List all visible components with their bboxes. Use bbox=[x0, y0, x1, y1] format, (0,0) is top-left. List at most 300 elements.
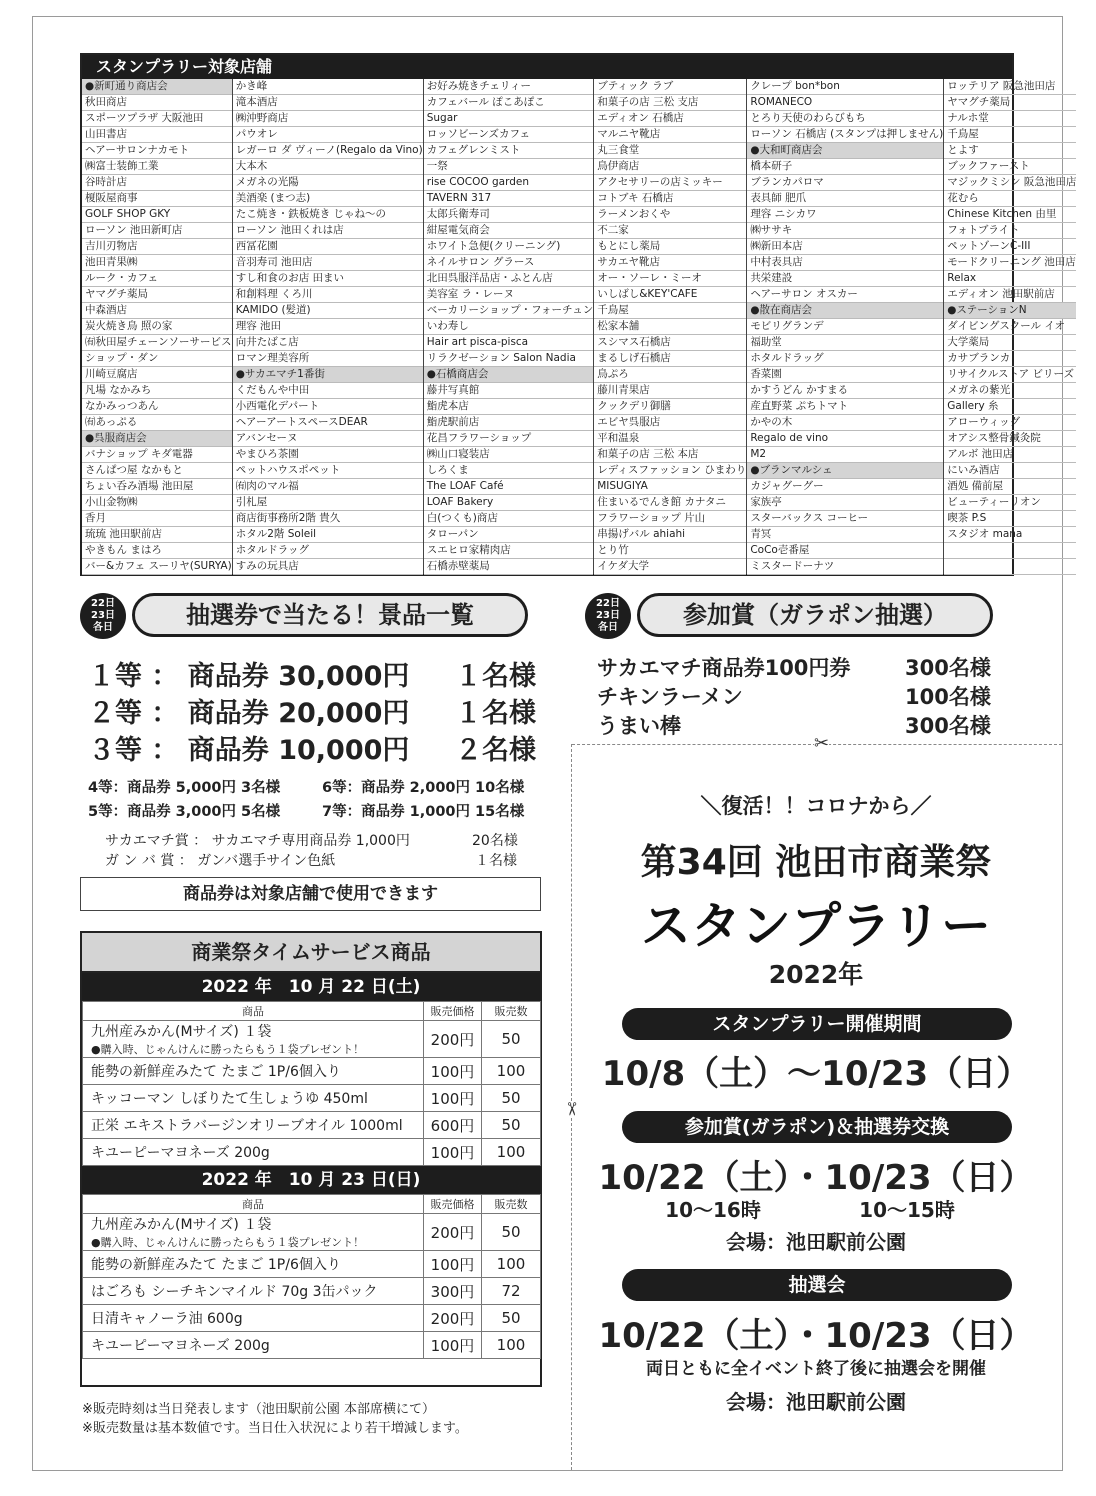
store-name: 吉川刃物店 bbox=[82, 239, 232, 255]
col-header-price: 販売価格 bbox=[424, 1002, 482, 1021]
store-name: レガーロ ダ ヴィーノ(Regalo da Vino) bbox=[233, 143, 423, 159]
store-list-table bbox=[80, 53, 1077, 576]
store-name: 石橋赤壁薬局 bbox=[424, 559, 594, 575]
store-name: ローソン 石橋店 (スタンプは押しません) bbox=[747, 127, 943, 143]
prize-5: 5等：商品券 3,000円 5名様 bbox=[88, 804, 281, 820]
footnote-2: ※販売数量は基本数値です。当日仕入状況により若干増減します。 bbox=[82, 1421, 468, 1436]
store-name: 炭火焼き鳥 照の家 bbox=[82, 319, 232, 335]
price-cell: 100円 bbox=[424, 1085, 482, 1112]
store-name: 鳥伊商店 bbox=[594, 159, 746, 175]
participation-day-badge bbox=[585, 593, 631, 639]
store-name: 不二家 bbox=[594, 223, 746, 239]
store-name: いしばし&KEY'CAFE bbox=[594, 287, 746, 303]
scissors-icon: ✂ bbox=[814, 733, 830, 754]
store-name: やまひろ茶園 bbox=[233, 447, 423, 463]
col-header-product: 商品 bbox=[83, 1195, 424, 1214]
store-name: かすうどん かすまる bbox=[747, 383, 943, 399]
store-name: 和菓子の店 三松 支店 bbox=[594, 95, 746, 111]
store-name: オー・ソーレ・ミーオ bbox=[594, 271, 746, 287]
store-name: バナショップ キダ電器 bbox=[82, 447, 232, 463]
store-name: すし和食のお店 田まい bbox=[233, 271, 423, 287]
product-cell: 能勢の新鮮産みたて たまご 1P/6個入り bbox=[83, 1251, 424, 1278]
product-cell: キッコーマン しぼりたて生しょうゆ 450ml bbox=[83, 1085, 424, 1112]
price-cell: 100円 bbox=[424, 1332, 482, 1359]
store-name: オアシス整骨鍼灸院 bbox=[944, 431, 1076, 447]
time-service-title: 商業祭タイムサービス商品 bbox=[82, 933, 540, 973]
store-name: とろり天使のわらびもち bbox=[747, 111, 943, 127]
store-name: パウオレ bbox=[233, 127, 423, 143]
store-name: 滝本酒店 bbox=[233, 95, 423, 111]
store-name: さんぱつ屋 なかもと bbox=[82, 463, 232, 479]
store-name: レディスファッション ひまわり bbox=[594, 463, 746, 479]
store-name: ネイルサロン グラース bbox=[424, 255, 594, 271]
prize-3-count: ２名様 bbox=[455, 735, 536, 766]
store-name: 紺屋電気商会 bbox=[424, 223, 594, 239]
store-group-header: ●ステーションN bbox=[944, 303, 1076, 319]
store-name: 福助堂 bbox=[747, 335, 943, 351]
store-name: ㈱ササキ bbox=[747, 223, 943, 239]
store-name: 共栄建設 bbox=[747, 271, 943, 287]
store-name: 橋本研子 bbox=[747, 159, 943, 175]
store-name: 谷時計店 bbox=[82, 175, 232, 191]
store-name: エビヤ呉服店 bbox=[594, 415, 746, 431]
store-name: rise COCOO garden bbox=[424, 175, 594, 191]
store-name: スシマス石橋店 bbox=[594, 335, 746, 351]
store-name: ブティック ラブ bbox=[594, 79, 746, 95]
store-name: Hair art pisca-pisca bbox=[424, 335, 594, 351]
store-name: 和創料理 くろ川 bbox=[233, 287, 423, 303]
qty-cell: 50 bbox=[482, 1085, 541, 1112]
participation-title: 参加賞（ガラポン抽選） bbox=[637, 593, 993, 637]
flyer-title-1: 第34回 池田市商業祭 bbox=[640, 842, 992, 883]
store-name: ㈱富士装飾工業 bbox=[82, 159, 232, 175]
table-row bbox=[83, 1139, 541, 1166]
store-name: 和菓子の店 三松 本店 bbox=[594, 447, 746, 463]
store-name: ㈱新田本店 bbox=[747, 239, 943, 255]
qty-cell: 50 bbox=[482, 1112, 541, 1139]
price-cell: 100円 bbox=[424, 1139, 482, 1166]
store-name: ホタルドラッグ bbox=[747, 351, 943, 367]
store-name: 平和温泉 bbox=[594, 431, 746, 447]
store-group-header: ●散在商店会 bbox=[747, 303, 943, 319]
store-name: Chinese Kitchen 由里 bbox=[944, 207, 1076, 223]
table-row bbox=[83, 1332, 541, 1359]
store-name: 凡場 なかみち bbox=[82, 383, 232, 399]
exchange-time-1: 10～16時 bbox=[665, 1198, 761, 1222]
store-name: ロマン理美容所 bbox=[233, 351, 423, 367]
store-name: フラワーショップ 片山 bbox=[594, 511, 746, 527]
store-name: 一祭 bbox=[424, 159, 594, 175]
store-name: バー&カフェ スーリヤ(SURYA) bbox=[82, 559, 232, 575]
price-cell: 600円 bbox=[424, 1112, 482, 1139]
gamba-prize-count: １名様 bbox=[475, 853, 517, 869]
store-name: スエヒロ家精肉店 bbox=[424, 543, 594, 559]
store-name: ヘアーサロン オスカー bbox=[747, 287, 943, 303]
store-name: メガネの紫光 bbox=[944, 383, 1076, 399]
store-column bbox=[944, 79, 1076, 574]
store-name: 理容 池田 bbox=[233, 319, 423, 335]
store-column bbox=[82, 79, 233, 574]
qty-cell: 100 bbox=[482, 1332, 541, 1359]
flyer-year: 2022年 bbox=[768, 960, 864, 989]
time-service-day-1 bbox=[82, 1001, 541, 1166]
store-name: 太郎兵衛寿司 bbox=[424, 207, 594, 223]
store-name: アルボ 池田店 bbox=[944, 447, 1076, 463]
store-name: LOAF Bakery bbox=[424, 495, 594, 511]
store-name: タローパン bbox=[424, 527, 594, 543]
prize-6: 6等：商品券 2,000円 10名様 bbox=[322, 780, 525, 796]
store-name: いわ寿し bbox=[424, 319, 594, 335]
store-name: マジックミシン 阪急池田店 bbox=[944, 175, 1076, 191]
footnote-1: ※販売時刻は当日発表します（池田駅前公園 本部席横にて） bbox=[82, 1402, 436, 1417]
product-name: 九州産みかん(Mサイズ) １袋 bbox=[91, 1024, 272, 1040]
store-name: 中村表具店 bbox=[747, 255, 943, 271]
store-name: 産直野菜 ぷちトマト bbox=[747, 399, 943, 415]
store-name: 理容 ニシカワ bbox=[747, 207, 943, 223]
store-name: ㈲肉のマル福 bbox=[233, 479, 423, 495]
store-name: 中森酒店 bbox=[82, 303, 232, 319]
store-name: しろくま bbox=[424, 463, 594, 479]
prize-1: １等 ： 商品券 30,000円 bbox=[88, 661, 410, 692]
store-name: 美容室 ラ・レーヌ bbox=[424, 287, 594, 303]
qty-cell: 100 bbox=[482, 1139, 541, 1166]
participation-heading bbox=[585, 593, 1005, 639]
col-header-product: 商品 bbox=[83, 1002, 424, 1021]
lottery-heading bbox=[80, 593, 542, 639]
prize-2: ２等 ： 商品券 20,000円 bbox=[88, 698, 410, 729]
product-cell bbox=[83, 1021, 424, 1058]
store-column bbox=[594, 79, 747, 574]
participation-count-2: 100名様 bbox=[905, 685, 991, 709]
store-name: Gallery 糸 bbox=[944, 399, 1076, 415]
store-name: 白(つくも)商店 bbox=[424, 511, 594, 527]
store-name: 山田書店 bbox=[82, 127, 232, 143]
store-name: 松家本舗 bbox=[594, 319, 746, 335]
prize-1-count: １名様 bbox=[455, 661, 536, 692]
store-name: Sugar bbox=[424, 111, 594, 127]
store-name: 鮨虎本店 bbox=[424, 399, 594, 415]
product-note: ●購入時、じゃんけんに勝ったらもう１袋プレゼント！ bbox=[91, 1043, 365, 1056]
store-name: 喫茶 P.S bbox=[944, 511, 1076, 527]
store-name: アローウィッグ bbox=[944, 415, 1076, 431]
participation-count-3: 300名様 bbox=[905, 714, 991, 738]
store-name: フォトブライト bbox=[944, 223, 1076, 239]
badge-line: 22日 bbox=[91, 598, 115, 609]
store-name: リサイクルストア ビリーズ bbox=[944, 367, 1076, 383]
table-row bbox=[83, 1021, 541, 1058]
store-group-header: ●ブランマルシェ bbox=[747, 463, 943, 479]
store-name: ナルホ堂 bbox=[944, 111, 1076, 127]
store-name: 藤井写真館 bbox=[424, 383, 594, 399]
prize-2-count: １名様 bbox=[455, 698, 536, 729]
table-row bbox=[83, 1278, 541, 1305]
qty-cell: 100 bbox=[482, 1251, 541, 1278]
store-name: ダイビングスクール イオ bbox=[944, 319, 1076, 335]
store-name: ヘアーアートスペースDEAR bbox=[233, 415, 423, 431]
gamba-prize: ガ ン バ 賞 ： ガンバ選手サイン色紙 bbox=[105, 853, 336, 869]
exchange-time-2: 10～15時 bbox=[859, 1198, 955, 1222]
period-dates: 10/8（土）～10/23（日） bbox=[601, 1054, 1031, 1094]
prize-4: 4等：商品券 5,000円 3名様 bbox=[88, 780, 281, 796]
price-cell: 300円 bbox=[424, 1278, 482, 1305]
store-name: クックデリ御膳 bbox=[594, 399, 746, 415]
store-name: サカエヤ靴店 bbox=[594, 255, 746, 271]
store-name: マルニヤ靴店 bbox=[594, 127, 746, 143]
store-name: GOLF SHOP GKY bbox=[82, 207, 232, 223]
store-name: モビリグランデ bbox=[747, 319, 943, 335]
draw-note: 両日ともに全イベント終了後に抽選会を開催 bbox=[646, 1359, 986, 1379]
store-name: M2 bbox=[747, 447, 943, 463]
store-name: 商店街事務所2階 貴久 bbox=[233, 511, 423, 527]
lottery-day-badge bbox=[80, 593, 126, 639]
store-name: ㈱沖野商店 bbox=[233, 111, 423, 127]
store-name: 香月 bbox=[82, 511, 232, 527]
store-name: お好み焼きチェリィー bbox=[424, 79, 594, 95]
period-label: スタンプラリー開催期間 bbox=[622, 1008, 1012, 1040]
store-name: ㈱山口寝装店 bbox=[424, 447, 594, 463]
store-name: 秋田商店 bbox=[82, 95, 232, 111]
store-name: アクセサリーの店ミッキー bbox=[594, 175, 746, 191]
participation-count-1: 300名様 bbox=[905, 656, 991, 680]
store-name: ちょい呑み酒場 池田屋 bbox=[82, 479, 232, 495]
participation-item-3: うまい棒 bbox=[597, 714, 681, 738]
store-column bbox=[747, 79, 944, 574]
store-name: 大本木 bbox=[233, 159, 423, 175]
badge-line: 各日 bbox=[598, 622, 618, 633]
store-name: ブックファースト bbox=[944, 159, 1076, 175]
flyer-tagline: ＼復活！！コロナから／ bbox=[700, 794, 932, 818]
store-column bbox=[233, 79, 424, 574]
store-name: ローソン 池田新町店 bbox=[82, 223, 232, 239]
exchange-venue: 会場：池田駅前公園 bbox=[726, 1230, 906, 1254]
qty-cell: 100 bbox=[482, 1058, 541, 1085]
price-cell: 200円 bbox=[424, 1021, 482, 1058]
product-cell: キユーピーマヨネーズ 200g bbox=[83, 1332, 424, 1359]
store-name: The LOAF Café bbox=[424, 479, 594, 495]
store-name: Regalo de vino bbox=[747, 431, 943, 447]
store-name: ミスタードーナツ bbox=[747, 559, 943, 575]
store-name: スターバックス コーヒー bbox=[747, 511, 943, 527]
scissors-icon: ✂ bbox=[560, 1101, 582, 1117]
store-name: 鮨虎駅前店 bbox=[424, 415, 594, 431]
store-name: ㈲秋田屋チェーンソーサービス bbox=[82, 335, 232, 351]
product-cell: はごろも シーチキンマイルド 70g 3缶パック bbox=[83, 1278, 424, 1305]
draw-label: 抽選会 bbox=[622, 1269, 1012, 1301]
store-name: 向井たばこ店 bbox=[233, 335, 423, 351]
store-name: ホワイト急便(クリーニング) bbox=[424, 239, 594, 255]
store-name: コトブキ 石橋店 bbox=[594, 191, 746, 207]
table-row bbox=[83, 1214, 541, 1251]
product-cell: 能勢の新鮮産みたて たまご 1P/6個入り bbox=[83, 1058, 424, 1085]
store-name: MISUGIYA bbox=[594, 479, 746, 495]
store-group-header: ●大和町商店会 bbox=[747, 143, 943, 159]
store-name: ㈲あっぷる bbox=[82, 415, 232, 431]
lottery-title: 抽選券で当たる！景品一覧 bbox=[132, 593, 528, 637]
store-name bbox=[944, 559, 1076, 575]
prize-3: ３等 ： 商品券 10,000円 bbox=[88, 735, 410, 766]
store-name: なかみっつあん bbox=[82, 399, 232, 415]
store-name: TAVERN 317 bbox=[424, 191, 594, 207]
store-name: イケダ大学 bbox=[594, 559, 746, 575]
store-name: 川崎豆腐店 bbox=[82, 367, 232, 383]
store-name: 藤川青果店 bbox=[594, 383, 746, 399]
store-name: ベーカリーショップ・フォーチュン bbox=[424, 303, 594, 319]
col-header-qty: 販売数 bbox=[482, 1195, 541, 1214]
store-name bbox=[944, 543, 1076, 559]
product-cell: 正栄 エキストラバージンオリーブオイル 1000ml bbox=[83, 1112, 424, 1139]
product-name: 九州産みかん(Mサイズ) １袋 bbox=[91, 1217, 272, 1233]
store-name: アバンセーヌ bbox=[233, 431, 423, 447]
store-group-header: ●新町通り商店会 bbox=[82, 79, 232, 95]
store-name: ロッソビーンズカフェ bbox=[424, 127, 594, 143]
store-name: 美酒楽 (まつ志) bbox=[233, 191, 423, 207]
time-service-day-2 bbox=[82, 1194, 541, 1359]
qty-cell: 50 bbox=[482, 1305, 541, 1332]
price-cell: 100円 bbox=[424, 1058, 482, 1085]
product-cell bbox=[83, 1214, 424, 1251]
voucher-note: 商品券は対象店舗で使用できます bbox=[80, 877, 541, 911]
product-cell: 日清キャノーラ油 600g bbox=[83, 1305, 424, 1332]
store-name: ヤマグチ薬局 bbox=[82, 287, 232, 303]
qty-cell: 50 bbox=[482, 1021, 541, 1058]
table-header bbox=[83, 1195, 541, 1214]
qty-cell: 72 bbox=[482, 1278, 541, 1305]
store-group-header: ●石橋商店会 bbox=[424, 367, 594, 383]
store-name: 小山金物㈱ bbox=[82, 495, 232, 511]
store-name: もとにし薬局 bbox=[594, 239, 746, 255]
store-name: ヘアーサロンナカモト bbox=[82, 143, 232, 159]
table-row bbox=[83, 1112, 541, 1139]
store-name: にいみ酒店 bbox=[944, 463, 1076, 479]
table-header bbox=[83, 1002, 541, 1021]
store-name: KAMIDO (髪道) bbox=[233, 303, 423, 319]
store-name: ラーメンおくや bbox=[594, 207, 746, 223]
store-name: カサブランカ bbox=[944, 351, 1076, 367]
store-name: スポーツプラザ 大阪池田 bbox=[82, 111, 232, 127]
store-name: Relax bbox=[944, 271, 1076, 287]
store-name: 香菜園 bbox=[747, 367, 943, 383]
store-name: ビューティーリオン bbox=[944, 495, 1076, 511]
store-name: 丸三食堂 bbox=[594, 143, 746, 159]
store-name: 串揚げバル ahiahi bbox=[594, 527, 746, 543]
store-name: ROMANECO bbox=[747, 95, 943, 111]
store-name: 家族亭 bbox=[747, 495, 943, 511]
store-name: 引札屋 bbox=[233, 495, 423, 511]
store-name: 千鳥屋 bbox=[944, 127, 1076, 143]
store-name: 花昌フラワーショップ bbox=[424, 431, 594, 447]
col-header-qty: 販売数 bbox=[482, 1002, 541, 1021]
table-row bbox=[83, 1305, 541, 1332]
store-name: くだもんや中田 bbox=[233, 383, 423, 399]
store-name: とよす bbox=[944, 143, 1076, 159]
store-name: リラクゼーション Salon Nadia bbox=[424, 351, 594, 367]
store-name: ペットハウスポペット bbox=[233, 463, 423, 479]
col-header-price: 販売価格 bbox=[424, 1195, 482, 1214]
product-cell: キユーピーマヨネーズ 200g bbox=[83, 1139, 424, 1166]
store-name: 琉琉 池田駅前店 bbox=[82, 527, 232, 543]
store-name: 榎阪屋商事 bbox=[82, 191, 232, 207]
store-name: エディオン 池田駅前店 bbox=[944, 287, 1076, 303]
store-name: CoCo壱番屋 bbox=[747, 543, 943, 559]
price-cell: 200円 bbox=[424, 1305, 482, 1332]
store-column bbox=[424, 79, 595, 574]
price-cell: 100円 bbox=[424, 1251, 482, 1278]
product-note: ●購入時、じゃんけんに勝ったらもう１袋プレゼント！ bbox=[91, 1236, 365, 1249]
store-name: ホタル2階 Soleil bbox=[233, 527, 423, 543]
table-row bbox=[83, 1085, 541, 1112]
table-row bbox=[83, 1251, 541, 1278]
store-columns bbox=[82, 79, 1077, 574]
qty-cell: 50 bbox=[482, 1214, 541, 1251]
flyer-title-2: スタンプラリー bbox=[641, 897, 991, 955]
store-name: クレープ bon*bon bbox=[747, 79, 943, 95]
store-name: 大学薬局 bbox=[944, 335, 1076, 351]
store-name: ヤマグチ薬局 bbox=[944, 95, 1076, 111]
price-cell: 200円 bbox=[424, 1214, 482, 1251]
store-name: やきもん まはろ bbox=[82, 543, 232, 559]
store-name: 青冥 bbox=[747, 527, 943, 543]
exchange-label: 参加賞(ガラポン)＆抽選券交換 bbox=[622, 1111, 1012, 1143]
store-name: カフェグレンミスト bbox=[424, 143, 594, 159]
store-name: 酒処 備前屋 bbox=[944, 479, 1076, 495]
store-name: とり竹 bbox=[594, 543, 746, 559]
store-name: カジャグーグー bbox=[747, 479, 943, 495]
draw-venue: 会場：池田駅前公園 bbox=[726, 1390, 906, 1414]
store-name: まるしげ石橋店 bbox=[594, 351, 746, 367]
prize-7: 7等：商品券 1,000円 15名様 bbox=[322, 804, 525, 820]
store-name: 西冨花園 bbox=[233, 239, 423, 255]
store-name: カフェバール ぽこあぽこ bbox=[424, 95, 594, 111]
store-name: エディオン 石橋店 bbox=[594, 111, 746, 127]
store-list-title: スタンプラリー対象店舗 bbox=[82, 55, 1012, 79]
store-name: ショップ・ダン bbox=[82, 351, 232, 367]
store-name: 池田青果㈱ bbox=[82, 255, 232, 271]
participation-item-2: チキンラーメン bbox=[597, 685, 743, 709]
store-name: モードクリーニング 池田店 bbox=[944, 255, 1076, 271]
badge-line: 22日 bbox=[596, 598, 620, 609]
badge-line: 各日 bbox=[93, 622, 113, 633]
store-name: ブランカパロマ bbox=[747, 175, 943, 191]
table-row bbox=[83, 1058, 541, 1085]
store-name: 音羽寿司 池田店 bbox=[233, 255, 423, 271]
store-name: すみの玩具店 bbox=[233, 559, 423, 575]
store-name: たこ焼き・鉄板焼き じゃね〜の bbox=[233, 207, 423, 223]
store-name: ホタルドラッグ bbox=[233, 543, 423, 559]
badge-line: 23日 bbox=[91, 610, 115, 621]
exchange-dates: 10/22（土）・10/23（日） bbox=[598, 1158, 1034, 1198]
store-name: かやの木 bbox=[747, 415, 943, 431]
draw-dates: 10/22（土）・10/23（日） bbox=[598, 1316, 1034, 1356]
store-name: ペットゾーンC-III bbox=[944, 239, 1076, 255]
store-name: 表具師 肥爪 bbox=[747, 191, 943, 207]
store-name: 北田呉服洋品店・ふとん店 bbox=[424, 271, 594, 287]
store-name: メガネの光陽 bbox=[233, 175, 423, 191]
store-name: ルーク・カフェ bbox=[82, 271, 232, 287]
store-group-header: ●呉服商店会 bbox=[82, 431, 232, 447]
store-name: かき峰 bbox=[233, 79, 423, 95]
time-service-table bbox=[80, 931, 542, 1387]
time-service-date-2: 2022 年 10 月 23 日(日) bbox=[82, 1166, 540, 1194]
store-group-header: ●サカエマチ1番街 bbox=[233, 367, 423, 383]
store-name: 鳥ぷろ bbox=[594, 367, 746, 383]
store-name: 千鳥屋 bbox=[594, 303, 746, 319]
store-name: スタジオ mana bbox=[944, 527, 1076, 543]
participation-item-1: サカエマチ商品券100円券 bbox=[597, 656, 851, 680]
store-name: 住まいるでんき館 カナタニ bbox=[594, 495, 746, 511]
store-name: ロッテリア 阪急池田店 bbox=[944, 79, 1076, 95]
sakaemachi-prize-count: 20名様 bbox=[472, 833, 518, 849]
store-name: 花むら bbox=[944, 191, 1076, 207]
